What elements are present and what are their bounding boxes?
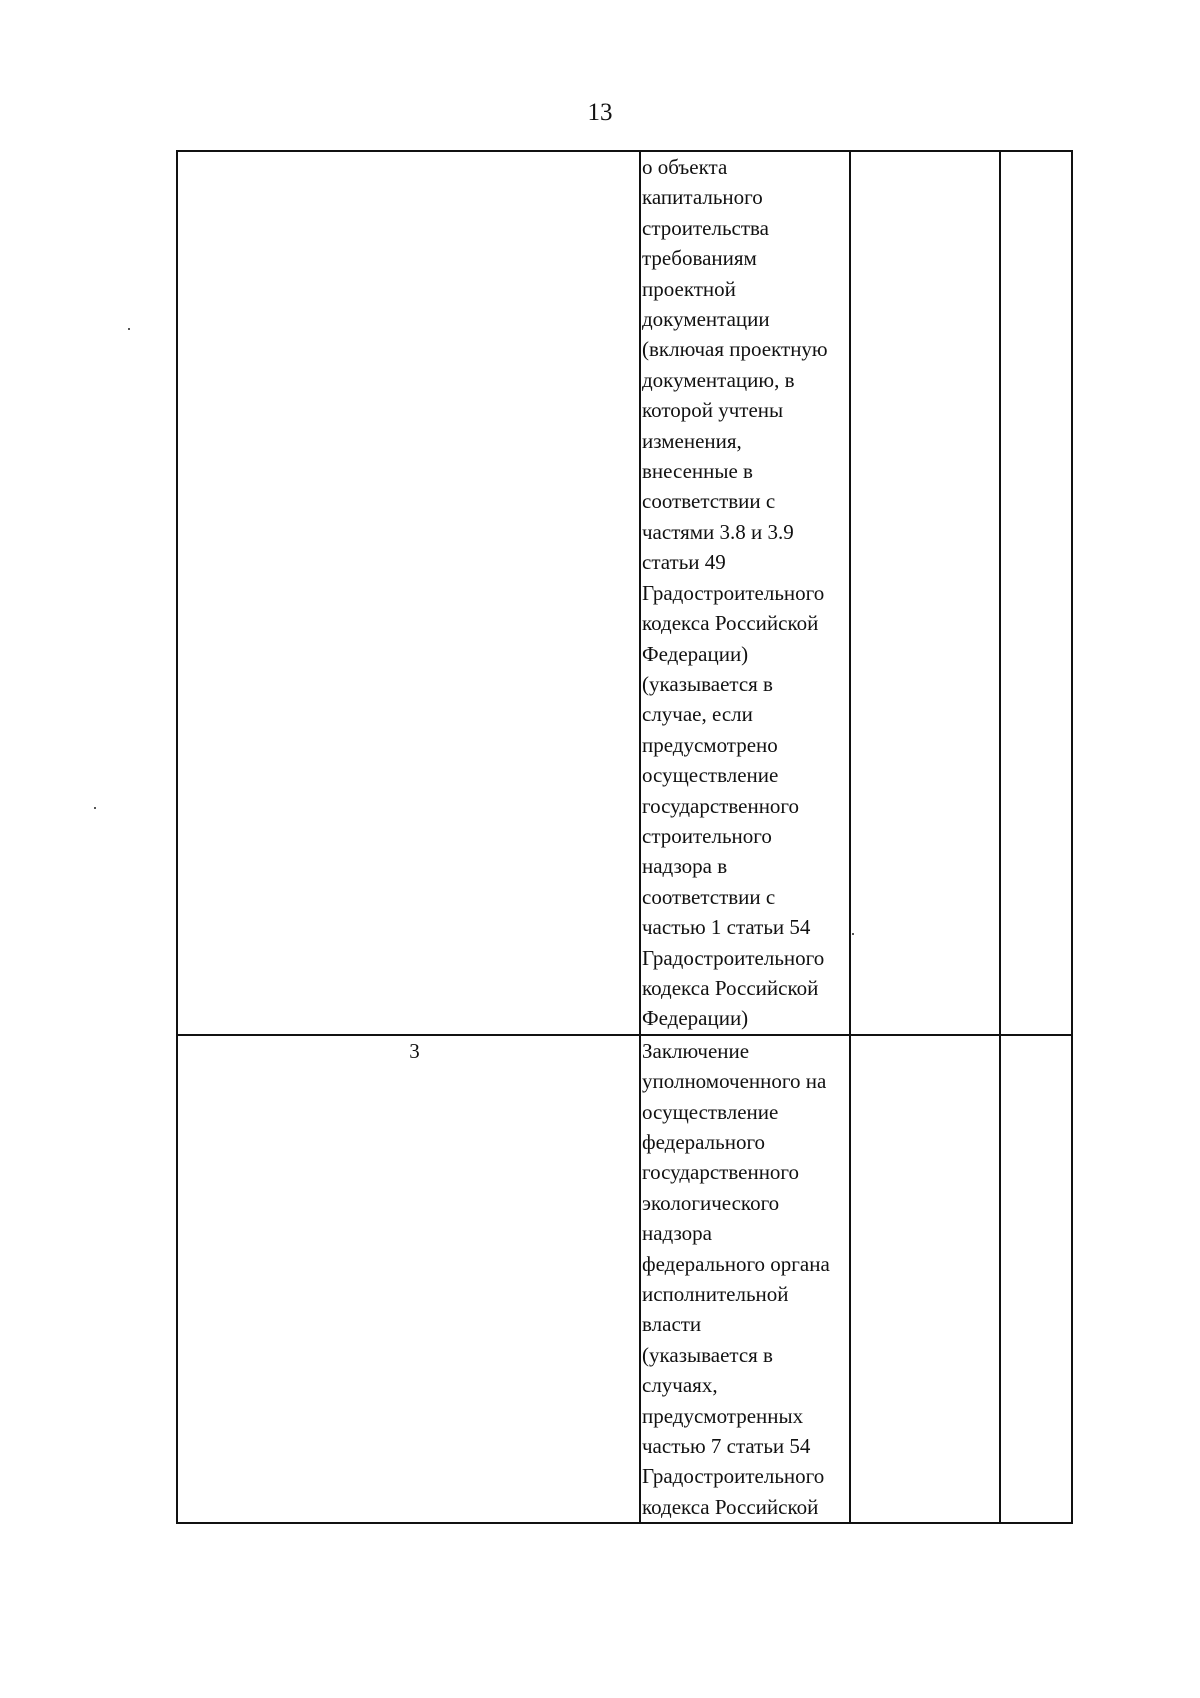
description-line: случае, если	[642, 702, 753, 727]
description-line: изменения,	[642, 428, 742, 453]
row-number-cell	[177, 151, 640, 1035]
description-line: проектной	[642, 276, 736, 301]
description-line: Градостроительного	[642, 580, 825, 605]
description-line: Заключение	[642, 1038, 750, 1063]
description-line: капитального	[642, 185, 763, 210]
description-line: о объекта	[642, 155, 728, 179]
description-line: которой учтены	[642, 398, 784, 423]
table-row	[177, 1035, 1072, 1524]
description-line: осуществление	[642, 1099, 779, 1124]
description-line: строительного	[642, 823, 772, 848]
scan-speck	[94, 807, 96, 809]
description-line: кодекса Российской	[642, 1494, 819, 1519]
description-line: предусмотрено	[642, 732, 778, 757]
description-line: надзора в	[642, 854, 728, 879]
description-line: Федерации)	[642, 641, 749, 666]
document-table	[176, 150, 1073, 1524]
table-body	[177, 151, 1072, 1523]
description-line: кодекса Российской	[642, 975, 819, 1000]
description-line: требованиям	[642, 246, 757, 271]
description-line: федерального органа	[642, 1251, 830, 1276]
description-line: предусмотренных	[642, 1403, 804, 1428]
description-cell	[640, 1035, 850, 1524]
description-line: соответствии с	[642, 489, 776, 514]
description-line: власти	[642, 1312, 702, 1337]
description-line: строительства	[642, 215, 770, 240]
description-line: кодекса Российской	[642, 611, 819, 636]
empty-cell	[1000, 151, 1072, 1035]
description-line: Градостроительного	[642, 1464, 825, 1489]
description-line: статьи 49	[642, 550, 726, 575]
page-number: 13	[587, 99, 613, 126]
description-line: Федерации)	[642, 1006, 749, 1031]
description-cell	[640, 151, 850, 1035]
description-line: внесенные в	[642, 459, 753, 484]
description-line: надзора	[642, 1221, 712, 1246]
description-line: частью 1 статьи 54	[642, 915, 811, 940]
description-line: экологического	[642, 1190, 780, 1215]
description-line: документации	[642, 307, 770, 332]
description-line: осуществление	[642, 763, 779, 788]
description-line: исполнительной	[642, 1282, 789, 1307]
description-line: частями 3.8 и 3.9	[642, 519, 794, 544]
description-line: государственного	[642, 1160, 800, 1185]
description-line: документацию, в	[642, 367, 795, 392]
empty-cell	[1000, 1035, 1072, 1524]
empty-cell	[850, 151, 1000, 1035]
description-line: (указывается в	[642, 671, 773, 696]
empty-cell	[850, 1035, 1000, 1524]
description-line: (включая проектную	[642, 337, 828, 362]
row-number-cell	[177, 1035, 640, 1524]
description-line: Градостроительного	[642, 945, 825, 970]
description-line: уполномоченного на	[642, 1069, 827, 1094]
description-line: государственного	[642, 793, 800, 818]
row-number: 3	[409, 1038, 420, 1063]
description-line: федерального	[642, 1130, 766, 1154]
description-line: случаях,	[642, 1373, 718, 1398]
description-line: частью 7 статьи 54	[642, 1434, 811, 1459]
scan-speck	[128, 328, 130, 330]
table-row	[177, 151, 1072, 1035]
description-line: (указывается в	[642, 1342, 773, 1367]
description-line: соответствии с	[642, 884, 776, 909]
